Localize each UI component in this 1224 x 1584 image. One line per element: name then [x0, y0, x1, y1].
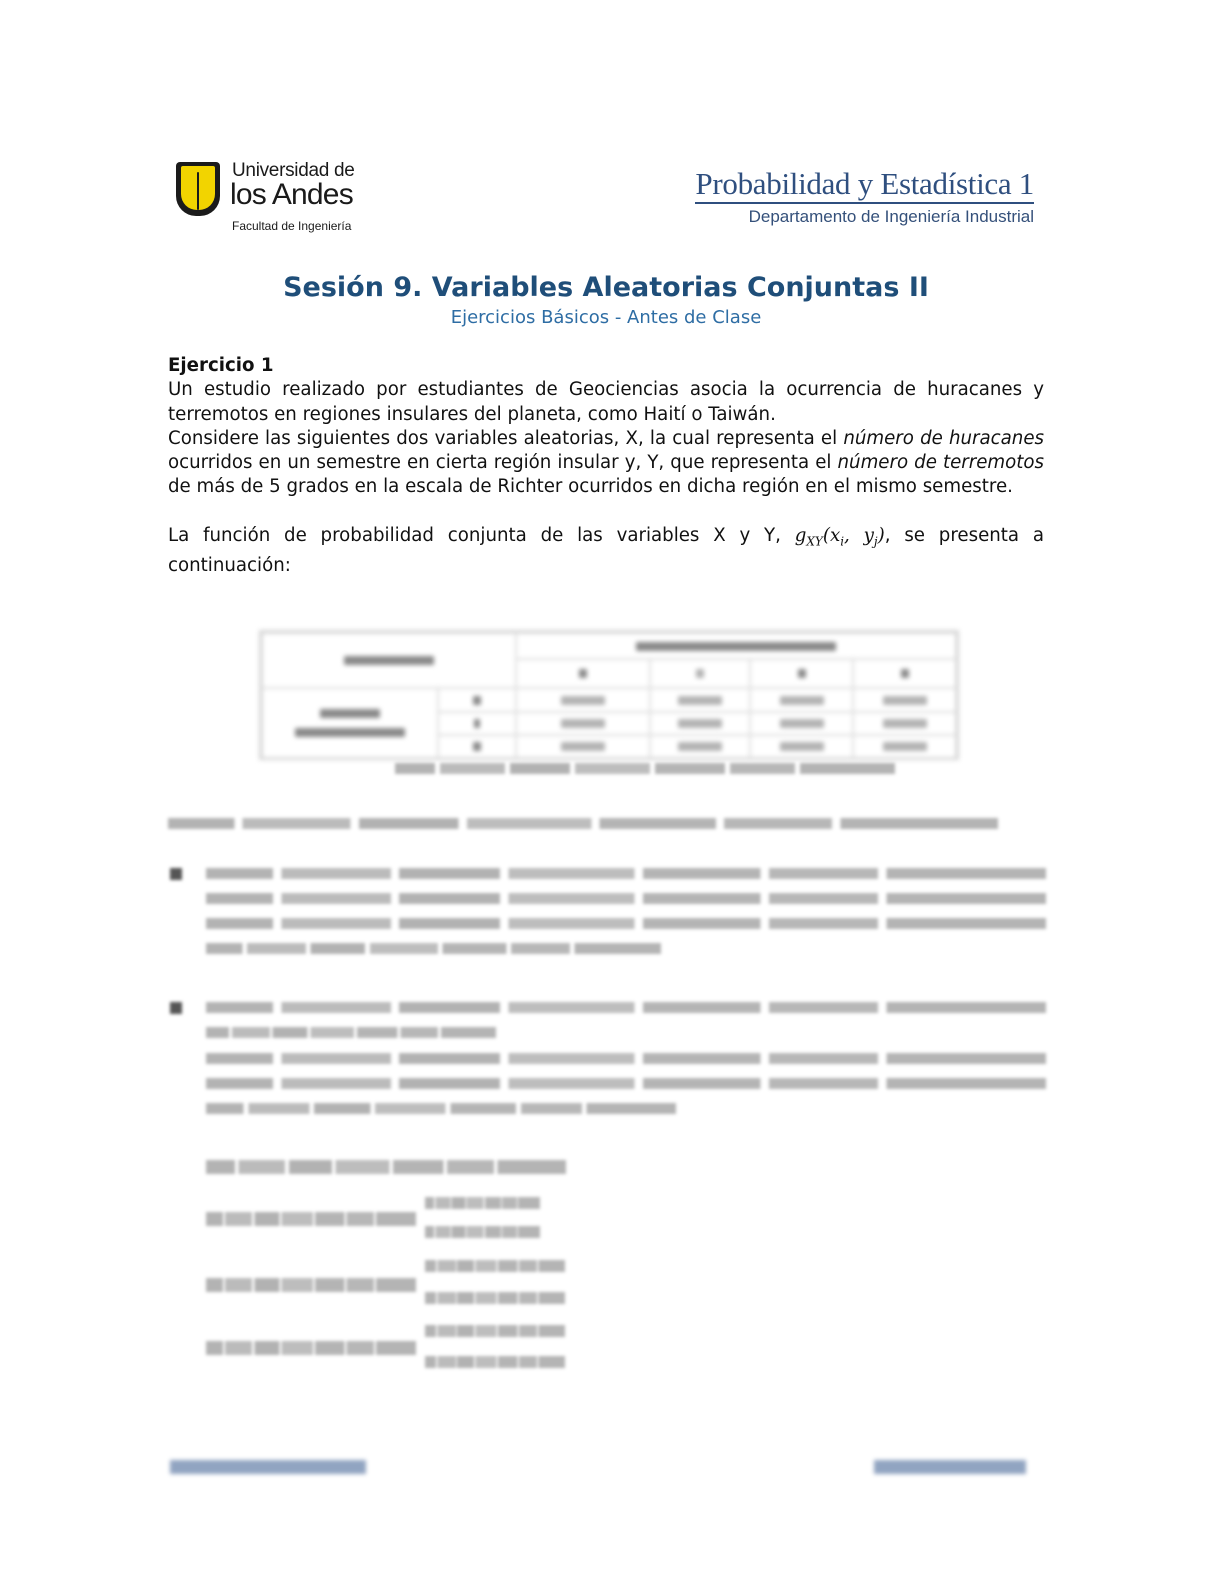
option-a-blurred: [206, 1160, 566, 1174]
table-cell: [516, 712, 650, 735]
table-header-x: [262, 688, 438, 758]
instruction-line-blurred: [168, 818, 998, 829]
table-caption-blurred: [395, 763, 895, 774]
table-header-corner: [262, 633, 516, 688]
table-cell: [853, 688, 956, 712]
option-d-fraction-blurred: [425, 1356, 565, 1368]
university-logo: [176, 160, 376, 240]
table-cell: [650, 712, 750, 735]
table-col-header: [650, 659, 750, 688]
table-cell: [750, 688, 853, 712]
bullet-b-blurred: [170, 1002, 182, 1014]
shield-icon: [176, 162, 220, 216]
table-cell: [853, 735, 956, 758]
exercise-paragraph-2: Considere las siguientes dos variables aleatorias, X, la cual representa el número de huracanes ocurridos en un semestre en cierta región insular y, Y, que representa el número de terremotos de más de 5 grados en la escala de Richter ocurridos en dicha región en el mismo semestre.: [168, 427, 1045, 498]
table-cell: [750, 735, 853, 758]
question-b-line-blurred: [206, 1078, 1046, 1089]
option-d-fraction-blurred: [425, 1325, 565, 1337]
table-cell: [853, 712, 956, 735]
joint-probability-table-blurred: [259, 630, 959, 760]
question-b-line-blurred: [206, 1027, 496, 1038]
exercise-title: Ejercicio 1: [168, 355, 274, 376]
table-col-header: [750, 659, 853, 688]
exercise-paragraph-1: Un estudio realizado por estudiantes de Geociencias asocia la ocurrencia de huracanes y terremotos en regiones insulares del planeta, como Haití o Taiwán.: [168, 379, 1044, 425]
table-col-header: [853, 659, 956, 688]
footer-left-blurred: [170, 1460, 366, 1474]
logo-faculty-line: Facultad de Ingeniería: [232, 219, 352, 233]
question-a-line-blurred: [206, 918, 1046, 929]
logo-name-line: los Andes: [230, 178, 353, 211]
joint-pmf-formula: $g_{XY}(x_i$, $y_j$): [794, 524, 885, 549]
table-row-header: [438, 688, 516, 712]
option-b-fraction-blurred: [425, 1226, 540, 1238]
table-cell: [650, 735, 750, 758]
table-cell: [650, 688, 750, 712]
table-cell: [516, 735, 650, 758]
option-b-fraction-blurred: [425, 1197, 540, 1209]
question-b-line-blurred: [206, 1103, 676, 1114]
table-row-header: [438, 712, 516, 735]
question-b-line-blurred: [206, 1002, 1046, 1013]
option-c-fraction-blurred: [425, 1260, 565, 1272]
question-a-line-blurred: [206, 943, 661, 954]
table-col-header: [516, 659, 650, 688]
question-a-line-blurred: [206, 868, 1046, 879]
course-header: [695, 166, 1034, 227]
table-row-header: [438, 735, 516, 758]
option-d-blurred: [206, 1341, 416, 1355]
course-title: Probabilidad y Estadística 1: [695, 166, 1034, 204]
question-a-line-blurred: [206, 893, 1046, 904]
course-department: Departamento de Ingeniería Industrial: [748, 207, 1034, 226]
option-c-fraction-blurred: [425, 1292, 565, 1304]
table-cell: [750, 712, 853, 735]
option-b-blurred: [206, 1212, 416, 1226]
question-b-line-blurred: [206, 1053, 1046, 1064]
option-c-blurred: [206, 1278, 416, 1292]
table-header-y: [516, 633, 956, 659]
exercise-content: [168, 354, 1044, 578]
footer-page-number-blurred: [874, 1460, 1026, 1474]
logo-university-line: Universidad de: [232, 160, 355, 181]
bullet-a-blurred: [170, 868, 182, 880]
session-subtitle: Ejercicios Básicos - Antes de Clase: [450, 307, 762, 328]
exercise-paragraph-3: La función de probabilidad conjunta de las variables X y Y, $g_{XY}(x_i$, $y_j$), se presenta a continuación:: [168, 524, 1045, 576]
table-cell: [516, 688, 650, 712]
session-title: Sesión 9. Variables Aleatorias Conjuntas II: [283, 272, 929, 303]
